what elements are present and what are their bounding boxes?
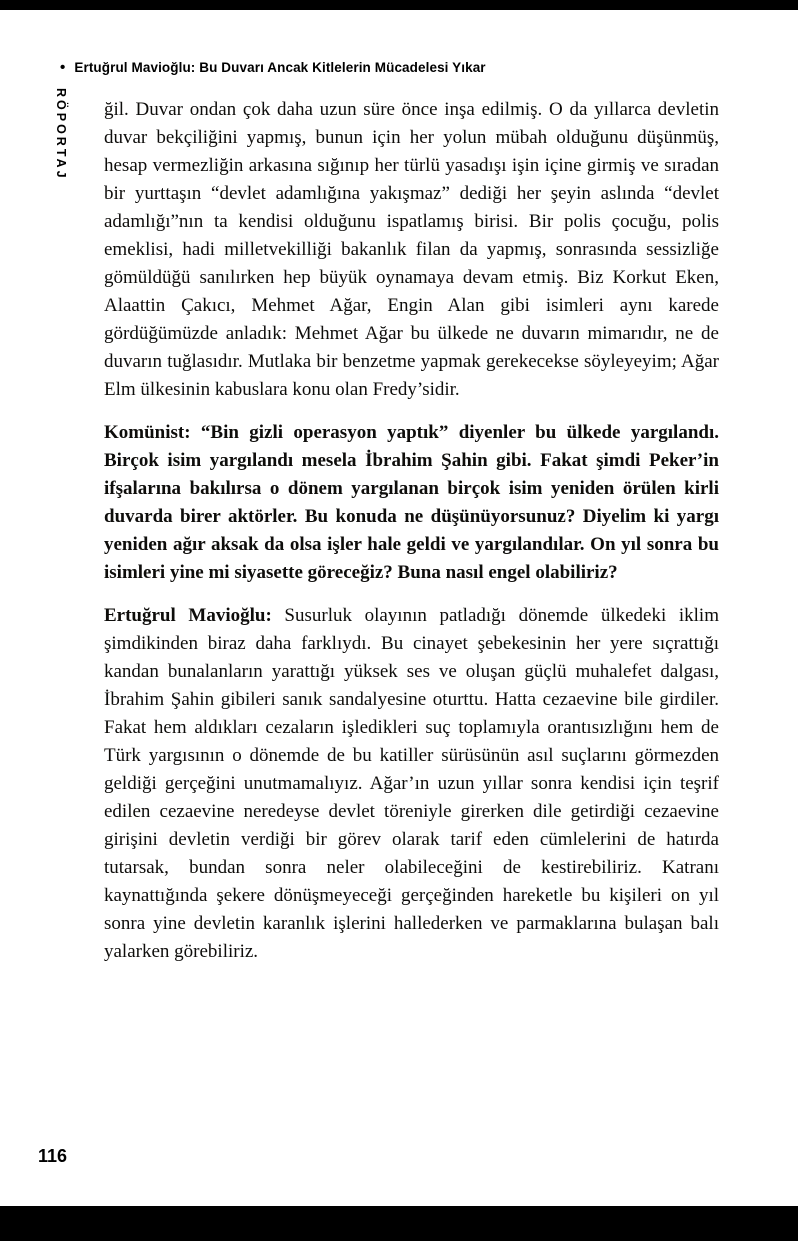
page-number: 116 <box>38 1146 68 1166</box>
sidebar-vertical-label: RÖPORTAJ <box>54 88 68 181</box>
question-paragraph <box>104 419 719 587</box>
speaker-name: Ertuğrul Mavioğlu: <box>104 605 272 626</box>
scan-edge-top <box>0 0 798 10</box>
body-paragraph <box>104 96 719 404</box>
running-header <box>60 60 486 75</box>
question-text: Komünist: “Bin gizli operasyon yaptık” diyenler bu ülkede yargılandı. Birçok isim yargılandı mesela İbrahim Şahin gibi. Fakat şimdi Peker’in ifşalarına bakılırsa o dönem yargılanan birçok isim yeniden örülen kirli duvarda birer aktörler. Bu konuda ne düşünüyorsunuz? Diyelim ki yargı yeniden ağır aksak da olsa işler hale geldi ve yargılandılar. On yıl sonra bu isimleri yine mi siyasette göreceğiz? Buna nasıl engel olabiliriz? <box>104 422 719 583</box>
scan-edge-bottom <box>0 1206 798 1241</box>
page-body <box>104 96 719 981</box>
answer-paragraph <box>104 602 719 966</box>
paragraph-text: ğil. Duvar ondan çok daha uzun süre önce inşa edilmiş. O da yıllarca devletin duvar bekçiliğini yapmış, bunun için her yolun mübah olduğunu düşünmüş, hesap vermezliğin arkasına sığınıp her türlü yasadışı işin içine girmiş ve sıradan bir yurttaşın “devlet adamlığına yakışmaz” dediği her şeyin aslında “devlet adamlığı”nın ta kendisi olduğunu ispatlamış birisi. Bir polis çocuğu, polis emeklisi, hadi milletvekilliği bakanlık filan da yapmış, sonrasında sessizliğe gömüldüğü sanılırken hep büyük oynamaya devam etmiş. Biz Korkut Eken, Alaattin Çakıcı, Mehmet Ağar, Engin Alan gibi isimleri aynı karede gördüğümüzde anladık: Mehmet Ağar bu ülkede ne duvarın mimarıdır, ne de duvarın tuğlasıdır. Mutlaka bir benzetme yapmak gerekecekse söyleyeyim; Ağar Elm ülkesinin kabuslara konu olan Fredy’sidir. <box>104 99 719 400</box>
bullet-icon: • <box>60 59 66 76</box>
running-header-title: Ertuğrul Mavioğlu: Bu Duvarı Ancak Kitlelerin Mücadelesi Yıkar <box>74 60 486 75</box>
answer-text: Susurluk olayının patladığı dönemde ülkedeki iklim şimdikinden biraz daha farklıydı. Bu cinayet şebekesinin her yere sıçrattığı kandan bunalanların yarattığı yüksek ses ve oluşan güçlü muhalefet dalgası, İbrahim Şahin gibileri sanık sandalyesine oturttu. Hatta cezaevine bile girdiler. Fakat hem aldıkları cezaların işledikleri suç toplamıyla orantısızlığını hem de Türk yargısının o dönemde de bu katiller sürüsünün asıl suçlarını görmezden geldiği gerçeğini unutmamalıyız. Ağar’ın uzun yıllar sonra kendisi için teşrif edilen cezaevine neredeyse devlet töreniyle girerken dile getirdiği cezaevine girişini devletin verdiği bir görev olarak tarif eden cümlelerini de hatırda tutarsak, bundan sonra neler olabileceğini de kestirebiliriz. Katranı kaynattığında şekere dönüşmeyeceği gerçeğinden hareketle bu kişileri on yıl sonra yine devletin karanlık işlerini hallederken ve parmaklarına bulaşan balı yalarken görebiliriz. <box>104 605 719 962</box>
